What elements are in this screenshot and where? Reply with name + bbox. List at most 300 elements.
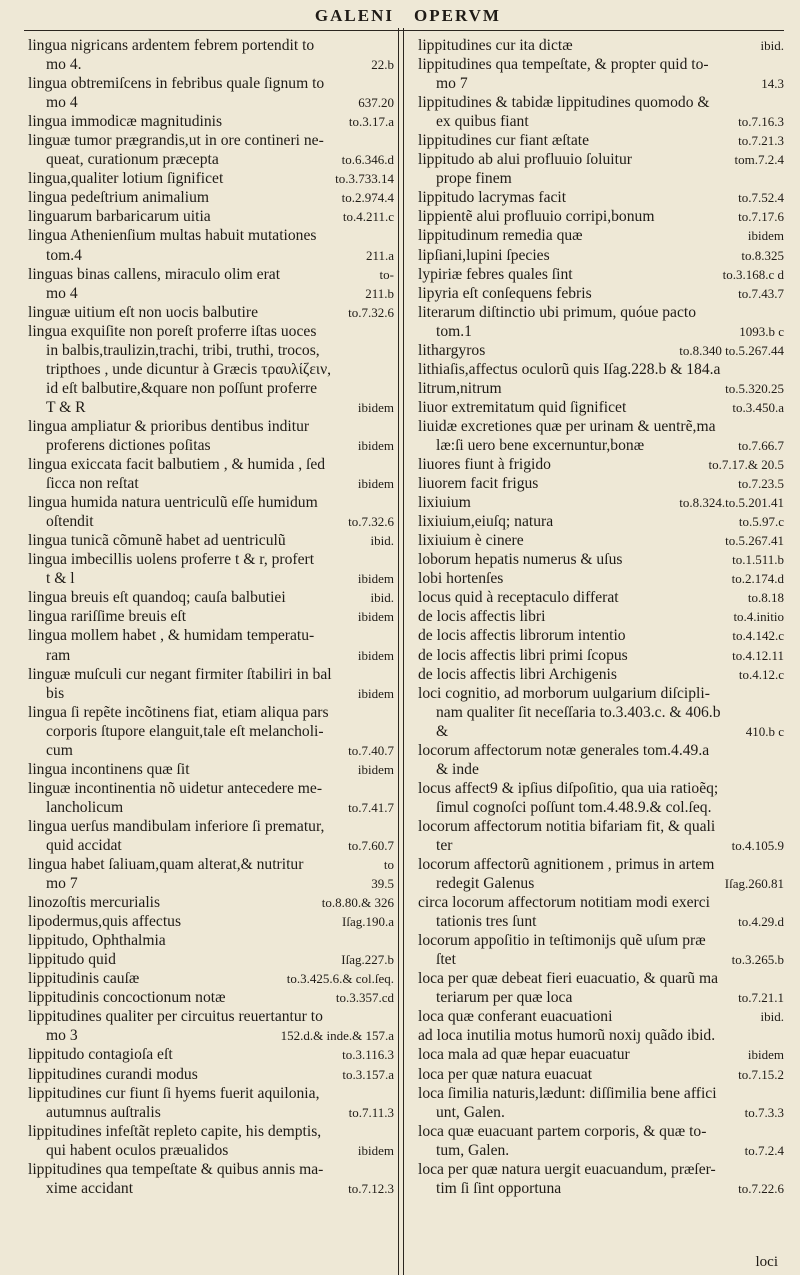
entry-text: proferens dictiones poſitas [46, 436, 211, 454]
entry-text: mo 7 [436, 75, 468, 93]
index-entry-line [418, 398, 784, 417]
index-entry-line [28, 931, 394, 950]
index-entry-line [28, 1084, 394, 1103]
index-entry-line [418, 1160, 784, 1179]
column-divider [398, 28, 399, 1275]
entry-reference: ibid. [760, 38, 784, 53]
index-entry-line [418, 341, 784, 360]
index-entry-line [28, 836, 394, 855]
entry-text: locus quid à receptaculo differat [418, 589, 619, 607]
index-entry-line [418, 512, 784, 531]
index-entry-line [418, 931, 784, 950]
index-entry-line [418, 360, 784, 379]
index-entry-line [28, 684, 394, 703]
entry-reference: to.7.32.6 [348, 304, 394, 320]
index-entry-line [28, 1026, 394, 1045]
entry-reference: to.7.3.3 [744, 1104, 784, 1120]
entry-reference: to.4.initio [733, 609, 784, 625]
entry-reference: to.7.17.& 20.5 [708, 457, 784, 473]
entry-reference: ibidem [747, 1047, 784, 1063]
index-entry-line [418, 1179, 784, 1198]
entry-text: circa locorum affectorum notitiam modi exerci [418, 894, 710, 912]
entry-reference: to.7.15.2 [738, 1066, 784, 1082]
entry-text: lingua nigricans ardentem febrem portendit to [28, 37, 315, 54]
entry-reference: to.8.340 to.5.267.44 [679, 342, 784, 358]
entry-text: tom.1 [436, 322, 472, 340]
index-entry-line [418, 1045, 784, 1064]
entry-reference: Iſag.227.b [341, 952, 394, 968]
entry-reference: Iſag.260.81 [724, 876, 784, 892]
index-entry-line [28, 1045, 394, 1064]
index-entry-line [418, 741, 784, 760]
index-entry-line [418, 265, 784, 284]
entry-reference: 211.a [365, 247, 394, 263]
entry-reference: 211.b [365, 285, 394, 301]
index-entry-line [418, 988, 784, 1007]
entry-reference: ibidem [357, 1142, 394, 1158]
entry-text: t & l [46, 570, 75, 588]
index-entry-line [28, 226, 394, 245]
entry-reference: ibid. [760, 1009, 784, 1025]
index-entry-line [28, 246, 394, 265]
index-entry-line [28, 93, 394, 112]
entry-reference: tom.7.2.4 [734, 152, 784, 168]
index-entry-line [28, 893, 394, 912]
index-entry-line [418, 322, 784, 341]
index-entry-line [28, 1065, 394, 1084]
entry-reference: to.7.12.3 [348, 1180, 394, 1196]
index-entry-line [418, 569, 784, 588]
entry-text: loborum hepatis numerus & uſus [418, 551, 623, 569]
index-entry-line [28, 912, 394, 931]
index-entry-line [28, 341, 394, 360]
entry-text: lippitudines qua tempeſtate & quibus annis ma- [28, 1160, 324, 1178]
index-entry-line [28, 188, 394, 207]
index-entry-line [418, 207, 784, 226]
entry-reference: ibidem [357, 647, 394, 663]
index-entry-line [418, 969, 784, 988]
entry-reference: 410.b c [745, 723, 784, 739]
entry-text: ſimul cognoſci poſſunt tom.4.48.9.& col.ſeq. [436, 798, 712, 816]
entry-text: loca quæ conferant euacuationi [418, 1008, 613, 1026]
entry-reference: 1093.b c [739, 323, 784, 339]
entry-text: lingua exquiſite non poreſt proferre iſtas uoces [28, 322, 317, 340]
index-entry-line [28, 398, 394, 417]
entry-reference: 22.b [371, 57, 394, 73]
entry-reference: to.7.66.7 [738, 437, 784, 453]
entry-reference: to.7.32.6 [348, 514, 394, 530]
entry-text: tim ſi ſint opportuna [436, 1179, 562, 1197]
index-entry-line [28, 360, 394, 379]
entry-text: læ:ſi uero bene excernuntur,bonæ [436, 436, 645, 454]
header-rule [24, 30, 784, 31]
index-entry-line [28, 722, 394, 741]
index-entry-line [28, 455, 394, 474]
entry-text: loca ſimilia naturis,lædunt: diſſimilia bene affici [418, 1084, 717, 1102]
entry-text: lingua ampliatur & prioribus dentibus inditur [28, 417, 310, 435]
entry-text: lingua habet ſaliuam,quam alterat,& nutritur [28, 856, 304, 874]
entry-text: ſicca non reſtat [46, 475, 139, 493]
entry-text: ex quibus fiant [436, 113, 529, 131]
entry-text: qui habent oculos præualidos [46, 1141, 229, 1159]
index-entry-line [418, 836, 784, 855]
entry-text: lingua Athenienſium multas habuit mutationes [28, 227, 317, 245]
index-entry-line [418, 188, 784, 207]
index-entry-line [418, 665, 784, 684]
index-entry-line [28, 760, 394, 779]
entry-text: locorum affectorum notæ generales tom.4.49.a [418, 741, 710, 759]
index-entry-line [28, 703, 394, 722]
index-entry-line [28, 588, 394, 607]
entry-text: lipſiani,lupini ſpecies [418, 246, 550, 264]
entry-reference: ibidem [357, 399, 394, 415]
entry-reference: to [383, 857, 394, 873]
index-entry-line [418, 893, 784, 912]
entry-text: lingua immodicæ magnitudinis [28, 113, 223, 131]
index-entry-line [28, 817, 394, 836]
index-entry-line [418, 246, 784, 265]
index-entry-line [418, 93, 784, 112]
entry-text: lippitudinis cauſæ [28, 970, 140, 988]
entry-reference: 152.d.& inde.& 157.a [280, 1028, 394, 1044]
catchword: loci [755, 1254, 778, 1270]
index-entry-line [28, 855, 394, 874]
entry-reference: to.5.97.c [738, 514, 784, 530]
entry-text: lipodermus,quis affectus [28, 913, 182, 931]
entry-text: tum, Galen. [436, 1141, 510, 1159]
entry-text: nam qualiter ſit neceſſaria to.3.403.c. & 406.b [436, 703, 721, 721]
entry-text: locorum affectorũ agnitionem , primus in artem [418, 856, 715, 874]
index-entry-line [418, 474, 784, 493]
index-entry-line [418, 1122, 784, 1141]
entry-reference: to.8.18 [747, 590, 784, 606]
entry-text: lippientẽ alui profluuio corripi,bonum [418, 208, 655, 226]
entry-reference: ibidem [357, 609, 394, 625]
index-entry-line [28, 798, 394, 817]
entry-text: lingua breuis eſt quandoq; cauſa balbutiei [28, 589, 286, 607]
entry-text: quid accidat [46, 836, 122, 854]
index-entry-line [28, 512, 394, 531]
index-entry-line [418, 1007, 784, 1026]
entry-reference: to.7.40.7 [348, 742, 394, 758]
index-entry-line [418, 493, 784, 512]
entry-text: unt, Galen. [436, 1103, 505, 1121]
index-entry-line [28, 741, 394, 760]
entry-reference: to.7.41.7 [348, 799, 394, 815]
entry-text: lippitudo quid [28, 951, 116, 969]
entry-reference: ibidem [357, 571, 394, 587]
entry-text: ſtet [436, 951, 456, 969]
entry-text: loci cognitio, ad morborum uulgarium diſcipli- [418, 684, 710, 702]
entry-text: lipyria eſt conſequens febris [418, 284, 592, 302]
entry-text: lypiriæ febres quales ſint [418, 265, 573, 283]
entry-text: locorum appoſitio in teſtimonijs quẽ uſum præ [418, 932, 706, 950]
entry-text: lingua mollem habet , & humidam temperatu- [28, 627, 315, 645]
index-entry-line [28, 265, 394, 284]
index-entry-line [418, 684, 784, 703]
entry-text: litrum,nitrum [418, 379, 502, 397]
entry-text: redegit Galenus [436, 875, 535, 893]
entry-text: lithargyros [418, 341, 486, 359]
index-entry-line [418, 531, 784, 550]
index-entry-line [418, 760, 784, 779]
entry-text: queat, curationum præcepta [46, 151, 219, 169]
entry-text: lingua,qualiter lotium ſignificet [28, 170, 224, 188]
entry-reference: 14.3 [761, 76, 784, 92]
index-entry-line [418, 284, 784, 303]
entry-text: linguæ tumor prægrandis,ut in ore contineri ne- [28, 132, 324, 150]
entry-text: autumnus auſtralis [46, 1103, 161, 1121]
entry-reference: to.7.21.3 [738, 133, 784, 149]
index-entry-line [418, 779, 784, 798]
entry-text: in balbis,traulizin,trachi, tribi, truthi, trocos, [46, 341, 320, 359]
index-entry-line [28, 379, 394, 398]
index-entry-line [28, 1160, 394, 1179]
index-entry-line [28, 531, 394, 550]
entry-reference: to.5.267.41 [725, 533, 784, 549]
index-entry-line [28, 207, 394, 226]
index-entry-line [418, 455, 784, 474]
entry-text: lobi hortenſes [418, 570, 504, 588]
entry-text: liuores fiunt à frigido [418, 456, 551, 474]
index-entry-line [418, 722, 784, 741]
entry-reference: ibidem [747, 228, 784, 244]
entry-text: lippitudines qualiter per circuitus reuertantur to [28, 1008, 323, 1026]
entry-text: ter [436, 836, 453, 854]
index-entry-line [418, 1026, 784, 1045]
entry-reference: to.3.733.14 [335, 171, 394, 187]
entry-text: lippitudines cur ita dictæ [418, 37, 573, 54]
entry-text: lixiuium è cinere [418, 532, 524, 550]
index-entry-line [28, 1141, 394, 1160]
entry-text: mo 7 [46, 875, 78, 893]
index-entry-line [28, 36, 394, 55]
index-entry-line [418, 626, 784, 645]
entry-text: cum [46, 741, 73, 759]
entry-text: T & R [46, 398, 86, 416]
entry-text: corporis ſtupore elanguit,tale eſt melancholi- [46, 722, 324, 740]
column-divider-inner [403, 28, 404, 1275]
entry-text: lixiuium [418, 494, 471, 512]
entry-reference: to.3.157.a [342, 1066, 394, 1082]
entry-text: lippitudines cur fiant æſtate [418, 132, 590, 150]
entry-reference: to.7.60.7 [348, 837, 394, 853]
entry-text: ram [46, 646, 71, 664]
entry-text: linguæ incontinentia nõ uidetur antecedere me- [28, 779, 323, 797]
index-entry-line [28, 779, 394, 798]
entry-reference: ibidem [357, 476, 394, 492]
entry-text: lippitudo lacrymas facit [418, 189, 567, 207]
entry-text: linguarum barbaricarum uitia [28, 208, 211, 226]
entry-text: mo 4 [46, 94, 78, 112]
entry-reference: to.8.325 [741, 247, 784, 263]
entry-reference: to.4.12.c [738, 666, 784, 682]
entry-text: liuidæ excretiones quæ per urinam & uentrẽ,ma [418, 417, 716, 435]
index-entry-line [28, 74, 394, 93]
entry-text: lippitudines & tabidæ lippitudines quomodo & [418, 94, 710, 112]
entry-text: loca per quæ natura euacuat [418, 1065, 593, 1083]
index-entry-line [28, 303, 394, 322]
index-entry-line [418, 379, 784, 398]
entry-text: linguæ uitium eſt non uocis balbutire [28, 303, 258, 321]
entry-reference: to.7.22.6 [738, 1180, 784, 1196]
entry-reference: to.7.11.3 [348, 1104, 394, 1120]
entry-text: literarum diſtinctio ubi primum, quóue pacto [418, 303, 697, 321]
entry-reference: to.3.17.a [348, 114, 394, 130]
entry-reference: 637.20 [358, 95, 394, 111]
index-entry-line [28, 550, 394, 569]
index-entry-line [418, 703, 784, 722]
entry-text: tom.4 [46, 246, 82, 264]
header-right: OPERVM [414, 6, 501, 25]
entry-text: loca mala ad quæ hepar euacuatur [418, 1046, 630, 1064]
index-entry-line [28, 131, 394, 150]
header-left: GALENI [314, 6, 394, 25]
entry-text: teriarum per quæ loca [436, 989, 573, 1007]
entry-text: lixiuium,eiuſq; natura [418, 513, 554, 531]
entry-text: lingua imbecillis uolens proferre t & r, profert [28, 551, 315, 569]
entry-text: lingua uerſus mandibulam inferiore ſi prematur, [28, 817, 325, 835]
index-entry-line [28, 284, 394, 303]
index-entry-line [28, 626, 394, 645]
entry-text: lingua pedeſtrium animalium [28, 189, 210, 207]
index-entry-line [28, 1122, 394, 1141]
entry-text: de locis affectis librorum intentio [418, 627, 626, 645]
index-entry-line [418, 1141, 784, 1160]
index-entry-line [28, 665, 394, 684]
entry-text: lippitudines cur fiunt ſi hyems fuerit aquilonia, [28, 1084, 320, 1102]
entry-text: lippitudines qua tempeſtate, & propter quid to- [418, 56, 709, 74]
index-entry-line [418, 1103, 784, 1122]
entry-text: loca quæ euacuant partem corporis, & quæ to- [418, 1122, 707, 1140]
index-entry-line [418, 303, 784, 322]
index-entry-line [28, 569, 394, 588]
entry-text: lippitudinis concoctionum notæ [28, 989, 226, 1007]
index-entry-line [28, 55, 394, 74]
index-entry-line [28, 169, 394, 188]
entry-text: lingua ſi repẽte incõtinens fiat, etiam aliqua pars [28, 703, 329, 721]
index-entry-line [418, 74, 784, 93]
index-entry-line [418, 1065, 784, 1084]
entry-text: lithiaſis,affectus oculorũ quis Iſag.228.b & 184.a [418, 360, 721, 378]
entry-reference: to.6.346.d [341, 152, 394, 168]
entry-text: de locis affectis libri primi ſcopus [418, 646, 628, 664]
entry-text: lingua tunicã cõmunẽ habet ad uentriculũ [28, 532, 286, 550]
entry-reference: to.7.52.4 [738, 190, 784, 206]
entry-reference: to.2.974.4 [341, 190, 394, 206]
entry-reference: to.5.320.25 [725, 380, 784, 396]
index-entry-line [418, 550, 784, 569]
entry-text: lingua exiccata facit balbutiem , & humida , ſed [28, 456, 326, 474]
entry-text: mo 4 [46, 284, 78, 302]
entry-reference: to.8.80.& 326 [321, 895, 394, 911]
entry-text: lingua incontinens quæ ſit [28, 760, 190, 778]
entry-text: linguæ muſculi cur negant firmiter ſtabiliri in bal [28, 665, 332, 683]
index-entry-line [28, 112, 394, 131]
entry-text: bis [46, 684, 65, 702]
index-entry-line [28, 1103, 394, 1122]
entry-text: lippitudo contagioſa eſt [28, 1046, 173, 1064]
index-entry-line [418, 417, 784, 436]
entry-reference: 39.5 [371, 876, 394, 892]
index-entry-line [418, 36, 784, 55]
entry-text: linguas binas callens, miraculo olim erat [28, 265, 281, 283]
index-entry-line [418, 436, 784, 455]
entry-reference: to.8.324.to.5.201.41 [679, 495, 784, 511]
index-entry-line [28, 493, 394, 512]
entry-text: locus affect9 & ipſius diſpoſitio, qua uia ratioẽq; [418, 779, 719, 797]
entry-reference: to.3.450.a [732, 399, 784, 415]
entry-text: lippitudines infeſtãt repleto capite, his demptis, [28, 1122, 322, 1140]
entry-reference: to.7.21.1 [738, 990, 784, 1006]
entry-text: xime accidant [46, 1179, 134, 1197]
index-entry-line [28, 150, 394, 169]
index-entry-line [418, 950, 784, 969]
entry-reference: to.4.142.c [732, 628, 784, 644]
entry-text: prope finem [436, 170, 512, 188]
entry-reference: to.3.116.3 [342, 1047, 394, 1063]
entry-text: & inde [436, 760, 479, 778]
index-entry-line [418, 55, 784, 74]
entry-reference: to.7.16.3 [738, 114, 784, 130]
index-column-left [28, 36, 394, 1198]
entry-text: tationis tres ſunt [436, 913, 537, 931]
entry-text: linozoſtis mercurialis [28, 894, 161, 912]
index-entry-line [28, 874, 394, 893]
index-entry-line [418, 131, 784, 150]
entry-text: id eſt balbutire,&quare non poſſunt proferre [46, 379, 318, 397]
index-entry-line [418, 855, 784, 874]
entry-text: locorum affectorum notitia bifariam fit, & quali [418, 817, 716, 835]
entry-reference: ibid. [370, 533, 394, 549]
index-entry-line [418, 588, 784, 607]
entry-text: mo 3 [46, 1027, 78, 1045]
index-entry-line [418, 112, 784, 131]
entry-reference: ibid. [370, 590, 394, 606]
entry-reference: to.4.211.c [342, 209, 394, 225]
index-entry-line [28, 436, 394, 455]
entry-text: loca per quæ natura uergit euacuandum, præſer- [418, 1160, 716, 1178]
entry-reference: to.7.2.4 [744, 1142, 784, 1158]
entry-reference: to.4.12.11 [732, 647, 784, 663]
entry-text: lingua obtremiſcens in febribus quale ſignum to [28, 75, 325, 93]
entry-reference: to.3.425.6.& col.ſeq. [286, 971, 394, 987]
entry-reference: ibidem [357, 685, 394, 701]
entry-text: liuorem facit frigus [418, 475, 539, 493]
index-column-right [418, 36, 784, 1198]
entry-text: lingua humida natura uentriculũ eſſe humidum [28, 494, 318, 512]
index-entry-line [28, 950, 394, 969]
entry-reference: to.4.105.9 [731, 837, 784, 853]
index-entry-line [418, 817, 784, 836]
index-entry-line [28, 988, 394, 1007]
index-entry-line [418, 912, 784, 931]
running-header [0, 4, 800, 30]
index-entry-line [28, 1007, 394, 1026]
entry-text: lancholicum [46, 798, 124, 816]
entry-text: de locis affectis libri Archigenis [418, 665, 617, 683]
entry-reference: to- [379, 266, 394, 282]
index-entry-line [418, 607, 784, 626]
entry-text: lippitudines curandi modus [28, 1065, 198, 1083]
index-entry-line [28, 322, 394, 341]
entry-text: lippitudinum remedia quæ [418, 227, 583, 245]
entry-text: lippitudo ab alui profluuio ſoluitur [418, 151, 632, 169]
entry-reference: to.3.265.b [731, 952, 784, 968]
entry-reference: to.3.168.c d [722, 266, 784, 282]
index-entry-line [28, 646, 394, 665]
entry-text: oſtendit [46, 513, 94, 531]
